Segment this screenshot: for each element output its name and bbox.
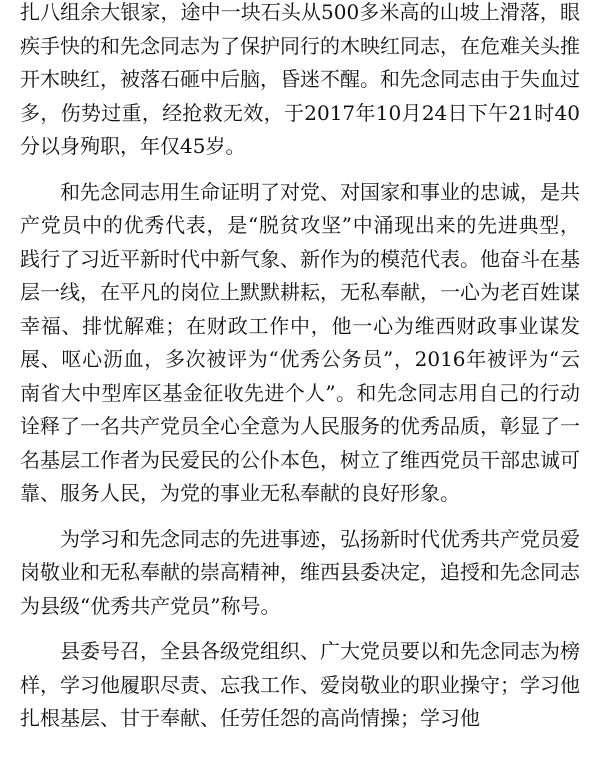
paragraph-accident-continuation: 扎八组余大银家，途中一块石头从500多米高的山坡上滑落，眼疾手快的和先念同志为了保护同行的木映红同志，在危难关头推开木映红，被落石砸中后脑，昏迷不醒。和先念同志由于失血过多，伤势过重，经抢救无效，于2017年10月24日下午21时40分以身殉职，年仅45岁。 bbox=[20, 0, 580, 158]
paragraph-posthumous-award: 为学习和先念同志的先进事迹，弘扬新时代优秀共产党员爱岗敬业和无私奉献的崇高精神，维西县委决定，追授和先念同志为县级“优秀共产党员”称号。 bbox=[20, 526, 580, 618]
document-body bbox=[20, 0, 580, 736]
paragraph-loyalty-tribute: 和先念同志用生命证明了对党、对国家和事业的忠诚，是共产党员中的优秀代表，是“脱贫攻坚”中涌现出来的先进典型，践行了习近平新时代中新气象、新作为的模范代表。他奋斗在基层一线，在平凡的岗位上默默耕耘，无私奉献，一心为老百姓谋幸福、排忧解难；在财政工作中，他一心为维西财政事业谋发展、呕心沥血，多次被评为“优秀公务员”，2016年被评为“云南省大中型库区基金征收先进个人”。和先念同志用自己的行动诠释了一名共产党员全心全意为人民服务的优秀品质，彰显了一名基层工作者为民爱民的公仆本色，树立了维西党员干部忠诚可靠、服务人民，为党的事业无私奉献的良好形象。 bbox=[20, 179, 580, 505]
paragraph-county-call: 县委号召，全县各级党组织、广大党员要以和先念同志为榜样，学习他履职尽责、忘我工作、爱岗敬业的职业操守；学习他扎根基层、甘于奉献、任劳任怨的高尚情操；学习他 bbox=[20, 639, 580, 730]
